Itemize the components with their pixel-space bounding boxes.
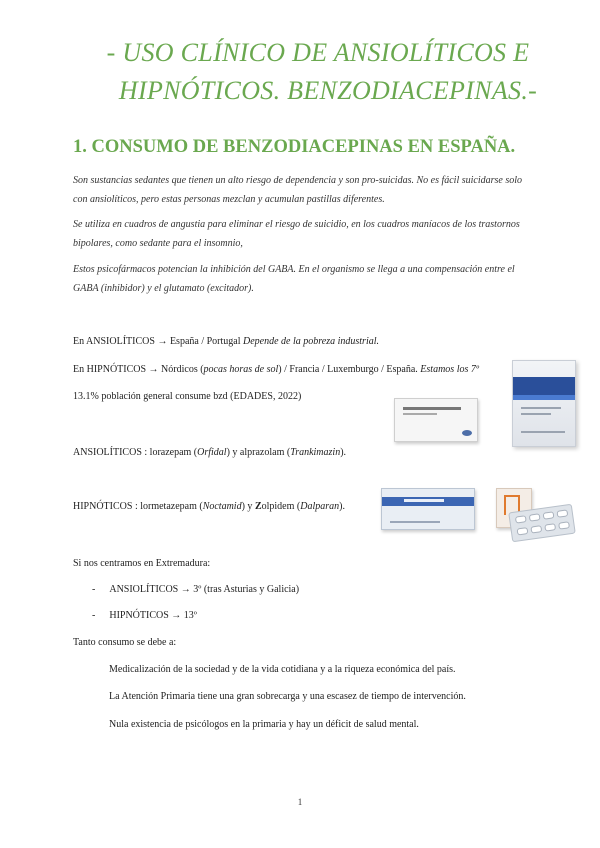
section-heading: 1. CONSUMO DE BENZODIACEPINAS EN ESPAÑA.	[73, 137, 516, 157]
cause-item: Nula existencia de psicólogos en la primaria y hay un déficit de salud mental.	[109, 719, 419, 730]
document-title-line-2: HIPNÓTICOS. BENZODIACEPINAS.-	[118, 76, 538, 105]
hipnoticos-drugs	[73, 501, 345, 512]
ansio-note: Depende de la pobreza industrial.	[243, 336, 380, 347]
hipno-note-2: Estamos los 7º	[420, 364, 479, 375]
ansio-drugs-label: ANSIOLÍTICOS : lorazepam (	[73, 447, 198, 458]
dash-bullet: -	[92, 584, 96, 595]
list-item	[92, 584, 299, 595]
paragraph-usage: Se utiliza en cuadros de angustia para eliminar el riesgo de suicidio, en los cuadros maníacos de los trastornos bipolares, como sedante para el insomnio,	[73, 219, 520, 249]
ansio-drugs-end: ).	[340, 447, 347, 458]
hipno-prefix: En HIPNÓTICOS → Nórdicos (	[73, 364, 204, 375]
hipno-drugs-end: ).	[339, 501, 345, 512]
document-title-line-1: - USO CLÍNICO DE ANSIOLÍTICOS E	[106, 38, 530, 67]
consumption-stat: 13.1% población general consume bzd (EDADES, 2022)	[73, 391, 302, 402]
hipno-drugs-mid: ) y	[241, 501, 255, 512]
paragraph-dependence: Son sustancias sedantes que tienen un alto riesgo de dependencia y son pro-suicidas. No es fácil suicidarse solo con ansiolíticos, pero estas personas mezclan y acumulan pastillas diferentes.	[73, 175, 523, 205]
trankimazin-box-image	[512, 360, 576, 447]
dash-bullet: -	[92, 610, 96, 621]
list-item	[92, 610, 197, 621]
orfidal-box-image	[394, 398, 478, 442]
hipnoticos-consumption	[73, 364, 479, 375]
list-item-text: HIPNÓTICOS → 13º	[109, 610, 197, 621]
brand-trankimazin: Trankimazin	[290, 447, 341, 458]
cause-item: Medicalización de la sociedad y de la vida cotidiana y a la riqueza económica del país.	[109, 664, 456, 675]
hipno-mid: ) / Francia / Luxemburgo / España.	[278, 364, 421, 375]
brand-orfidal: Orfidal	[197, 447, 227, 458]
cause-item: La Atención Primaria tiene una gran sobrecarga y una escasez de tiempo de intervención.	[109, 691, 466, 702]
brand-noctamid: Noctamid	[202, 501, 242, 512]
extremadura-intro: Si nos centramos en Extremadura:	[73, 558, 211, 569]
ansioliticos-drugs	[73, 447, 346, 458]
noctamid-box-image	[381, 488, 475, 530]
zolpidem-initial: Z	[254, 501, 262, 512]
hipno-note-1: pocas horas de sol	[203, 364, 279, 375]
list-item-text: ANSIOLÍTICOS → 3º (tras Asturias y Galicia)	[109, 584, 300, 595]
hipno-drugs-label: HIPNÓTICOS : lormetazepam (	[73, 501, 203, 512]
hipno-drugs-rest: olpidem (	[261, 501, 301, 512]
ansio-prefix: En ANSIOLÍTICOS → España / Portugal	[73, 336, 243, 347]
brand-dalparan: Dalparan	[300, 501, 340, 512]
page-number: 1	[297, 797, 303, 807]
ansioliticos-consumption	[73, 336, 379, 347]
ansio-drugs-mid: ) y alprazolam (	[226, 447, 291, 458]
causes-intro: Tanto consumo se debe a:	[73, 637, 177, 648]
paragraph-gaba: Estos psicofármacos potencian la inhibición del GABA. En el organismo se llega a una compensación entre el GABA (inhibidor) y el glutamato (excitador).	[73, 264, 515, 294]
